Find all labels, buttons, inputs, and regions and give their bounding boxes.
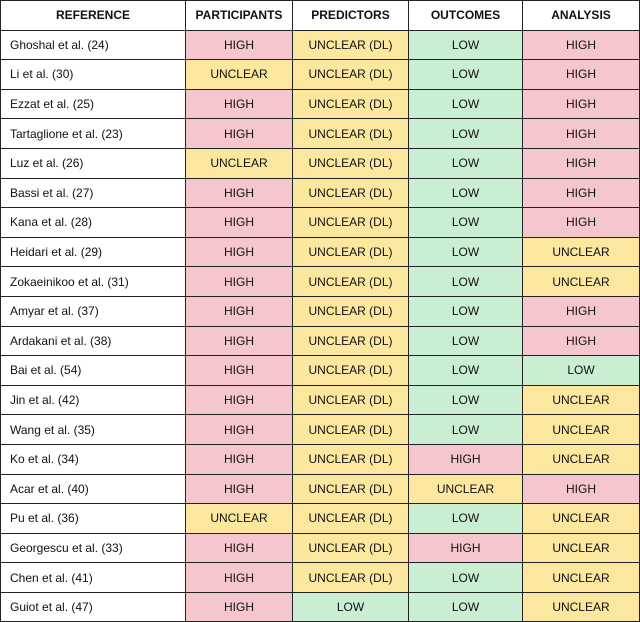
rating-cell-participants: HIGH bbox=[186, 356, 293, 386]
reference-cell: Tartaglione et al. (23) bbox=[1, 119, 186, 149]
rating-cell-outcomes: LOW bbox=[409, 178, 523, 208]
rating-cell-predictors: UNCLEAR (DL) bbox=[293, 148, 409, 178]
rating-cell-analysis: HIGH bbox=[523, 208, 640, 238]
table-row bbox=[1, 385, 640, 415]
reference-cell: Kana et al. (28) bbox=[1, 208, 186, 238]
rating-cell-outcomes: LOW bbox=[409, 296, 523, 326]
table-row bbox=[1, 356, 640, 386]
reference-cell: Ezzat et al. (25) bbox=[1, 89, 186, 119]
rating-cell-predictors: UNCLEAR (DL) bbox=[293, 237, 409, 267]
rating-cell-outcomes: HIGH bbox=[409, 533, 523, 563]
reference-cell: Ghoshal et al. (24) bbox=[1, 30, 186, 60]
reference-cell: Chen et al. (41) bbox=[1, 563, 186, 593]
rating-cell-predictors: UNCLEAR (DL) bbox=[293, 474, 409, 504]
rating-cell-outcomes: LOW bbox=[409, 326, 523, 356]
rating-cell-outcomes: LOW bbox=[409, 504, 523, 534]
rating-cell-analysis: UNCLEAR bbox=[523, 504, 640, 534]
rating-cell-predictors: LOW bbox=[293, 592, 409, 622]
rating-cell-analysis: HIGH bbox=[523, 119, 640, 149]
rating-cell-analysis: UNCLEAR bbox=[523, 415, 640, 445]
rating-cell-participants: HIGH bbox=[186, 326, 293, 356]
rating-cell-outcomes: LOW bbox=[409, 119, 523, 149]
rating-cell-outcomes: LOW bbox=[409, 267, 523, 297]
rating-cell-predictors: UNCLEAR (DL) bbox=[293, 415, 409, 445]
reference-cell: Wang et al. (35) bbox=[1, 415, 186, 445]
rating-cell-predictors: UNCLEAR (DL) bbox=[293, 326, 409, 356]
rating-cell-analysis: HIGH bbox=[523, 474, 640, 504]
rating-cell-analysis: HIGH bbox=[523, 296, 640, 326]
rating-cell-analysis: UNCLEAR bbox=[523, 592, 640, 622]
rating-cell-outcomes: LOW bbox=[409, 237, 523, 267]
rating-cell-analysis: UNCLEAR bbox=[523, 237, 640, 267]
rating-cell-analysis: HIGH bbox=[523, 178, 640, 208]
rating-cell-analysis: HIGH bbox=[523, 148, 640, 178]
rating-cell-participants: UNCLEAR bbox=[186, 60, 293, 90]
rating-cell-outcomes: LOW bbox=[409, 208, 523, 238]
rating-cell-predictors: UNCLEAR (DL) bbox=[293, 356, 409, 386]
table-row bbox=[1, 89, 640, 119]
rating-cell-participants: HIGH bbox=[186, 563, 293, 593]
rating-cell-predictors: UNCLEAR (DL) bbox=[293, 60, 409, 90]
rating-cell-predictors: UNCLEAR (DL) bbox=[293, 385, 409, 415]
table-row bbox=[1, 592, 640, 622]
table-row bbox=[1, 119, 640, 149]
table-row bbox=[1, 237, 640, 267]
rating-cell-participants: HIGH bbox=[186, 30, 293, 60]
rating-cell-outcomes: LOW bbox=[409, 89, 523, 119]
rating-cell-analysis: UNCLEAR bbox=[523, 385, 640, 415]
rating-cell-analysis: LOW bbox=[523, 356, 640, 386]
reference-cell: Guiot et al. (47) bbox=[1, 592, 186, 622]
reference-cell: Pu et al. (36) bbox=[1, 504, 186, 534]
rating-cell-outcomes: LOW bbox=[409, 30, 523, 60]
rating-cell-predictors: UNCLEAR (DL) bbox=[293, 208, 409, 238]
rating-cell-predictors: UNCLEAR (DL) bbox=[293, 30, 409, 60]
rating-cell-predictors: UNCLEAR (DL) bbox=[293, 563, 409, 593]
table-row bbox=[1, 415, 640, 445]
rating-cell-predictors: UNCLEAR (DL) bbox=[293, 178, 409, 208]
table-row bbox=[1, 30, 640, 60]
reference-cell: Jin et al. (42) bbox=[1, 385, 186, 415]
rating-cell-participants: HIGH bbox=[186, 474, 293, 504]
rating-cell-participants: HIGH bbox=[186, 444, 293, 474]
reference-cell: Acar et al. (40) bbox=[1, 474, 186, 504]
rating-cell-participants: UNCLEAR bbox=[186, 504, 293, 534]
reference-cell: Li et al. (30) bbox=[1, 60, 186, 90]
rating-cell-outcomes: UNCLEAR bbox=[409, 474, 523, 504]
reference-cell: Amyar et al. (37) bbox=[1, 296, 186, 326]
reference-cell: Ko et al. (34) bbox=[1, 444, 186, 474]
table-row bbox=[1, 504, 640, 534]
reference-cell: Heidari et al. (29) bbox=[1, 237, 186, 267]
table-row bbox=[1, 148, 640, 178]
rating-cell-predictors: UNCLEAR (DL) bbox=[293, 119, 409, 149]
rating-cell-predictors: UNCLEAR (DL) bbox=[293, 267, 409, 297]
rating-cell-analysis: UNCLEAR bbox=[523, 563, 640, 593]
column-header-predictors: PREDICTORS bbox=[293, 1, 409, 31]
rating-cell-participants: UNCLEAR bbox=[186, 148, 293, 178]
table-row bbox=[1, 474, 640, 504]
reference-cell: Georgescu et al. (33) bbox=[1, 533, 186, 563]
rating-cell-outcomes: HIGH bbox=[409, 444, 523, 474]
rating-cell-participants: HIGH bbox=[186, 296, 293, 326]
table-row bbox=[1, 533, 640, 563]
rating-cell-participants: HIGH bbox=[186, 533, 293, 563]
rating-cell-analysis: UNCLEAR bbox=[523, 444, 640, 474]
table-row bbox=[1, 60, 640, 90]
rating-cell-participants: HIGH bbox=[186, 592, 293, 622]
rating-cell-predictors: UNCLEAR (DL) bbox=[293, 533, 409, 563]
table-row bbox=[1, 444, 640, 474]
rating-cell-outcomes: LOW bbox=[409, 592, 523, 622]
rating-cell-analysis: HIGH bbox=[523, 30, 640, 60]
rating-cell-outcomes: LOW bbox=[409, 415, 523, 445]
column-header-analysis: ANALYSIS bbox=[523, 1, 640, 31]
rating-cell-participants: HIGH bbox=[186, 178, 293, 208]
header-row bbox=[1, 1, 640, 31]
rating-cell-participants: HIGH bbox=[186, 385, 293, 415]
table-row bbox=[1, 296, 640, 326]
rating-cell-participants: HIGH bbox=[186, 267, 293, 297]
rating-cell-predictors: UNCLEAR (DL) bbox=[293, 296, 409, 326]
reference-cell: Luz et al. (26) bbox=[1, 148, 186, 178]
rating-cell-predictors: UNCLEAR (DL) bbox=[293, 504, 409, 534]
rating-cell-outcomes: LOW bbox=[409, 356, 523, 386]
reference-cell: Ardakani et al. (38) bbox=[1, 326, 186, 356]
reference-cell: Bai et al. (54) bbox=[1, 356, 186, 386]
rating-cell-participants: HIGH bbox=[186, 208, 293, 238]
table-row bbox=[1, 267, 640, 297]
table-row bbox=[1, 178, 640, 208]
rating-cell-predictors: UNCLEAR (DL) bbox=[293, 444, 409, 474]
rating-cell-analysis: HIGH bbox=[523, 60, 640, 90]
table-row bbox=[1, 208, 640, 238]
reference-cell: Zokaeinikoo et al. (31) bbox=[1, 267, 186, 297]
table-row bbox=[1, 563, 640, 593]
rating-cell-analysis: HIGH bbox=[523, 326, 640, 356]
column-header-reference: REFERENCE bbox=[1, 1, 186, 31]
rating-cell-participants: HIGH bbox=[186, 89, 293, 119]
rating-cell-participants: HIGH bbox=[186, 119, 293, 149]
rating-cell-analysis: UNCLEAR bbox=[523, 267, 640, 297]
rating-cell-analysis: UNCLEAR bbox=[523, 533, 640, 563]
reference-cell: Bassi et al. (27) bbox=[1, 178, 186, 208]
rating-cell-participants: HIGH bbox=[186, 415, 293, 445]
rating-cell-outcomes: LOW bbox=[409, 60, 523, 90]
rating-cell-participants: HIGH bbox=[186, 237, 293, 267]
rating-cell-outcomes: LOW bbox=[409, 385, 523, 415]
rating-cell-predictors: UNCLEAR (DL) bbox=[293, 89, 409, 119]
rating-cell-outcomes: LOW bbox=[409, 563, 523, 593]
rating-cell-analysis: HIGH bbox=[523, 89, 640, 119]
column-header-participants: PARTICIPANTS bbox=[186, 1, 293, 31]
rating-cell-outcomes: LOW bbox=[409, 148, 523, 178]
table-row bbox=[1, 326, 640, 356]
column-header-outcomes: OUTCOMES bbox=[409, 1, 523, 31]
